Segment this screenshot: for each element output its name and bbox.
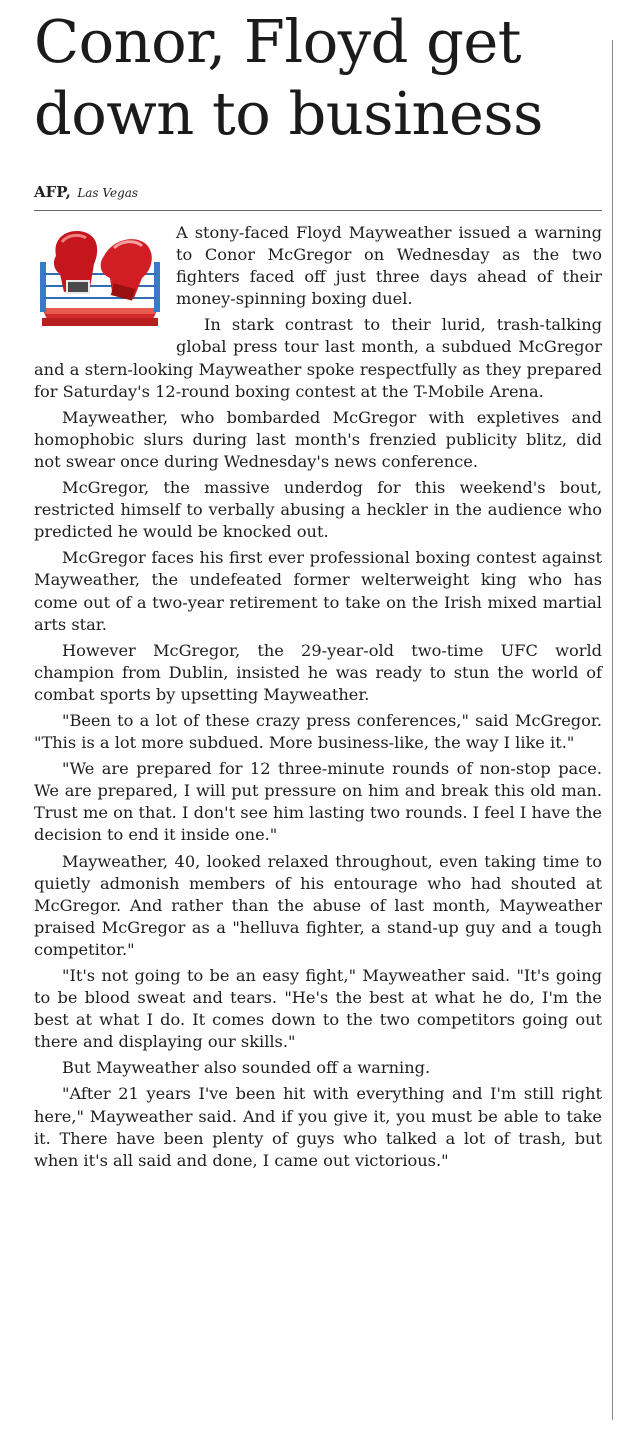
- column-rule: [612, 40, 613, 1420]
- paragraph: Mayweather, 40, looked relaxed throughout, even taking time to quietly admonish members of his entourage who had shouted at McGregor. And rather than the abuse of last month, Mayweather praised McGregor as a "helluva fighter, a stand-up guy and a tough competitor.": [34, 851, 602, 959]
- paragraph: But Mayweather also sounded off a warning.: [62, 1058, 431, 1078]
- byline-location: Las Vegas: [77, 186, 139, 200]
- paragraph: Mayweather, who bombarded McGregor with expletives and homophobic slurs during last month's frenzied publicity blitz, did not swear once during Wednesday's news conference.: [34, 407, 602, 471]
- paragraph: McGregor, the massive underdog for this weekend's bout, restricted himself to verbally abusing a heckler in the audience who predicted he would be knocked out.: [34, 478, 602, 542]
- paragraph: McGregor faces his first ever professional boxing contest against Mayweather, the undefeated former welterweight king who has come out of a two-year retirement to take on the Irish mixed martial arts star.: [34, 548, 602, 634]
- paragraph: However McGregor, the 29-year-old two-time UFC world champion from Dublin, insisted he was ready to stun the world of combat sports by upsetting Mayweather.: [34, 640, 602, 704]
- paragraph: "After 21 years I've been hit with everything and I'm still right here," Mayweather said. And if you give it, you must be able to take it. There have been plenty of guys who talked a lot of trash, but when it's all said and done, I came out victorious.": [34, 1084, 602, 1170]
- byline-divider: [34, 210, 602, 211]
- paragraph: "We are prepared for 12 three-minute rounds of non-stop pace. We are prepared, I will put pressure on him and break this old man. Trust me on that. I don't see him lasting two rounds. I feel I have the decision to end it inside one.": [34, 759, 602, 845]
- paragraph: In stark contrast to their lurid, trash-talking global press tour last month, a subdued McGregor and a stern-looking Mayweather spoke respectfully as they prepared for Saturday's 12-round boxing contest at the T-Mobile Arena.: [34, 315, 602, 401]
- article-body: [34, 222, 602, 1176]
- byline-agency: AFP,: [34, 183, 71, 201]
- headline: Conor, Floyd get down to business: [34, 7, 543, 148]
- paragraph: "It's not going to be an easy fight," Mayweather said. "It's going to be blood sweat and tears. "He's the best at what he do, I'm the best at what I do. It comes down to the two competitors going out there and displaying our skills.": [34, 966, 602, 1052]
- paragraph: A stony-faced Floyd Mayweather issued a warning to Conor McGregor on Wednesday as the two fighters faced off just three days ahead of their money-spinning boxing duel.: [176, 223, 602, 309]
- byline: [34, 183, 138, 202]
- paragraph: "Been to a lot of these crazy press conferences," said McGregor. "This is a lot more subdued. More business-like, the way I like it.": [34, 710, 602, 753]
- boxing-gloves-icon: [34, 222, 166, 334]
